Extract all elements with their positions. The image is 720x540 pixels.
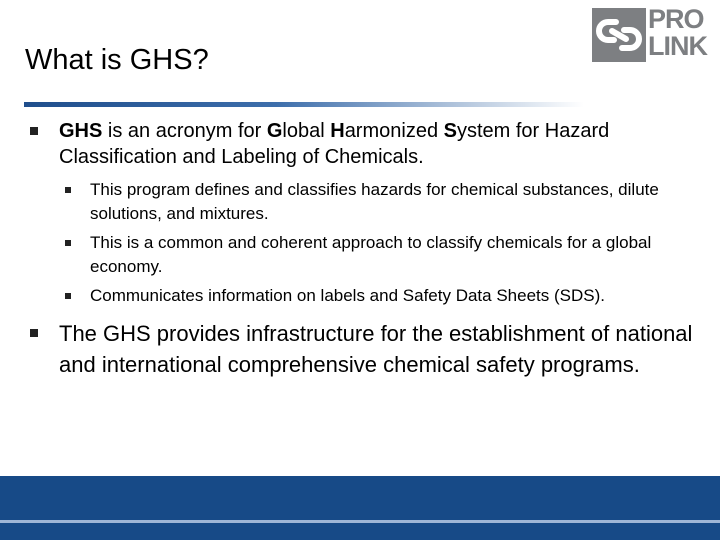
slide-title: What is GHS? bbox=[25, 44, 209, 76]
bullet-ghs-definition bbox=[28, 118, 698, 170]
title-underline bbox=[24, 102, 584, 107]
square-bullet-icon bbox=[30, 127, 38, 135]
logo-line-pro: PRO bbox=[648, 4, 704, 34]
sub-bullet-text: Communicates information on labels and Safety Data Sheets (SDS). bbox=[90, 286, 605, 305]
bullet-text: GHS is an acronym for Global Harmonized System for Hazard Classification and Labeling of Chemicals. bbox=[59, 120, 610, 168]
sub-bullet-text: This is a common and coherent approach to classify chemicals for a global economy. bbox=[90, 233, 652, 276]
prolink-logo bbox=[592, 6, 716, 62]
square-bullet-icon bbox=[30, 329, 38, 337]
footer-stripe bbox=[0, 520, 720, 523]
sub-bullet-text: This program defines and classifies hazards for chemical substances, dilute solutions, and mixtures. bbox=[90, 180, 659, 223]
square-bullet-icon bbox=[65, 240, 71, 246]
logo-wordmark bbox=[648, 6, 716, 60]
footer-bar bbox=[0, 476, 720, 540]
sub-bullet-item bbox=[90, 178, 698, 226]
bullet-text: The GHS provides infrastructure for the establishment of national and international comprehensive chemical safety programs. bbox=[59, 321, 693, 377]
square-bullet-icon bbox=[65, 187, 71, 193]
sub-bullet-item bbox=[90, 231, 698, 279]
square-bullet-icon bbox=[65, 293, 71, 299]
sub-bullet-item bbox=[90, 284, 698, 308]
logo-line-link: LINK bbox=[648, 31, 707, 61]
chain-link-icon bbox=[592, 8, 646, 62]
bullet-list bbox=[28, 118, 698, 380]
bullet-ghs-infrastructure bbox=[28, 318, 698, 380]
sub-bullet-list bbox=[28, 178, 698, 308]
